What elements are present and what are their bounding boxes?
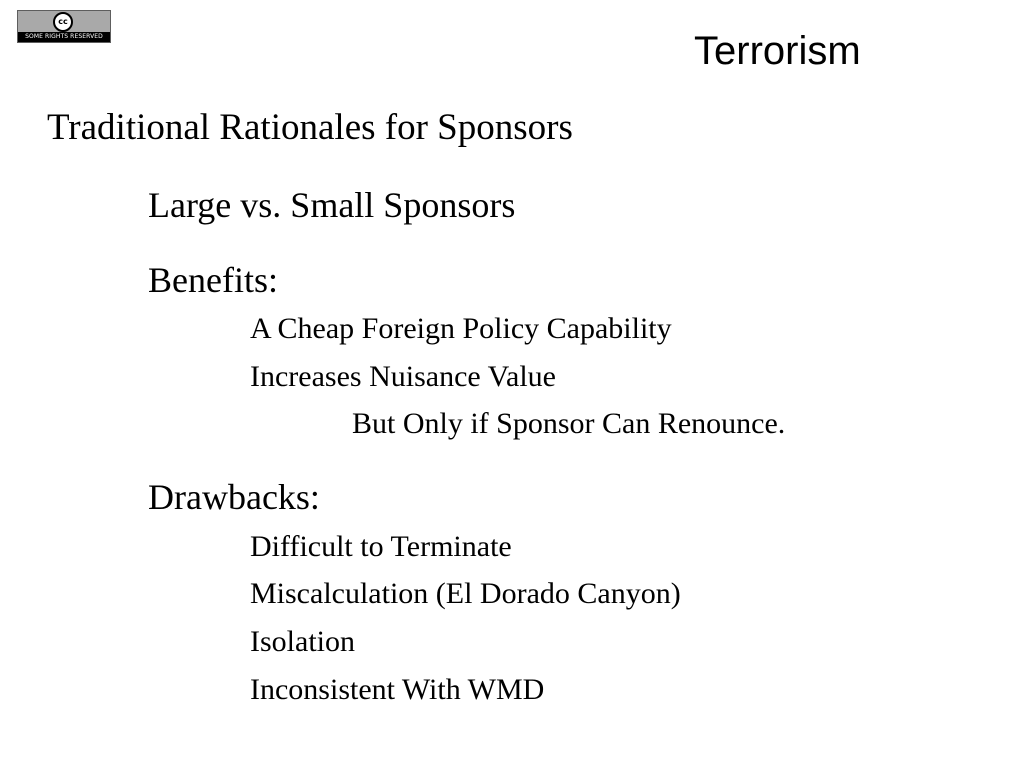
benefit-item: Increases Nuisance Value (250, 360, 556, 393)
benefit-sub-item: But Only if Sponsor Can Renounce. (352, 407, 786, 440)
slide-title: Terrorism (694, 29, 861, 73)
benefits-label: Benefits: (148, 260, 278, 300)
section-large-vs-small: Large vs. Small Sponsors (148, 185, 516, 225)
slide-heading: Traditional Rationales for Sponsors (47, 107, 573, 148)
drawback-item: Inconsistent With WMD (250, 673, 545, 706)
benefit-item: A Cheap Foreign Policy Capability (250, 312, 672, 345)
drawbacks-label: Drawbacks: (148, 477, 320, 517)
drawback-item: Miscalculation (El Dorado Canyon) (250, 577, 681, 610)
cc-icon: cc (53, 12, 73, 32)
drawback-item: Difficult to Terminate (250, 530, 512, 563)
some-rights-reserved-label: SOME RIGHTS RESERVED (18, 32, 110, 42)
creative-commons-badge (17, 10, 111, 43)
drawback-item: Isolation (250, 625, 355, 658)
